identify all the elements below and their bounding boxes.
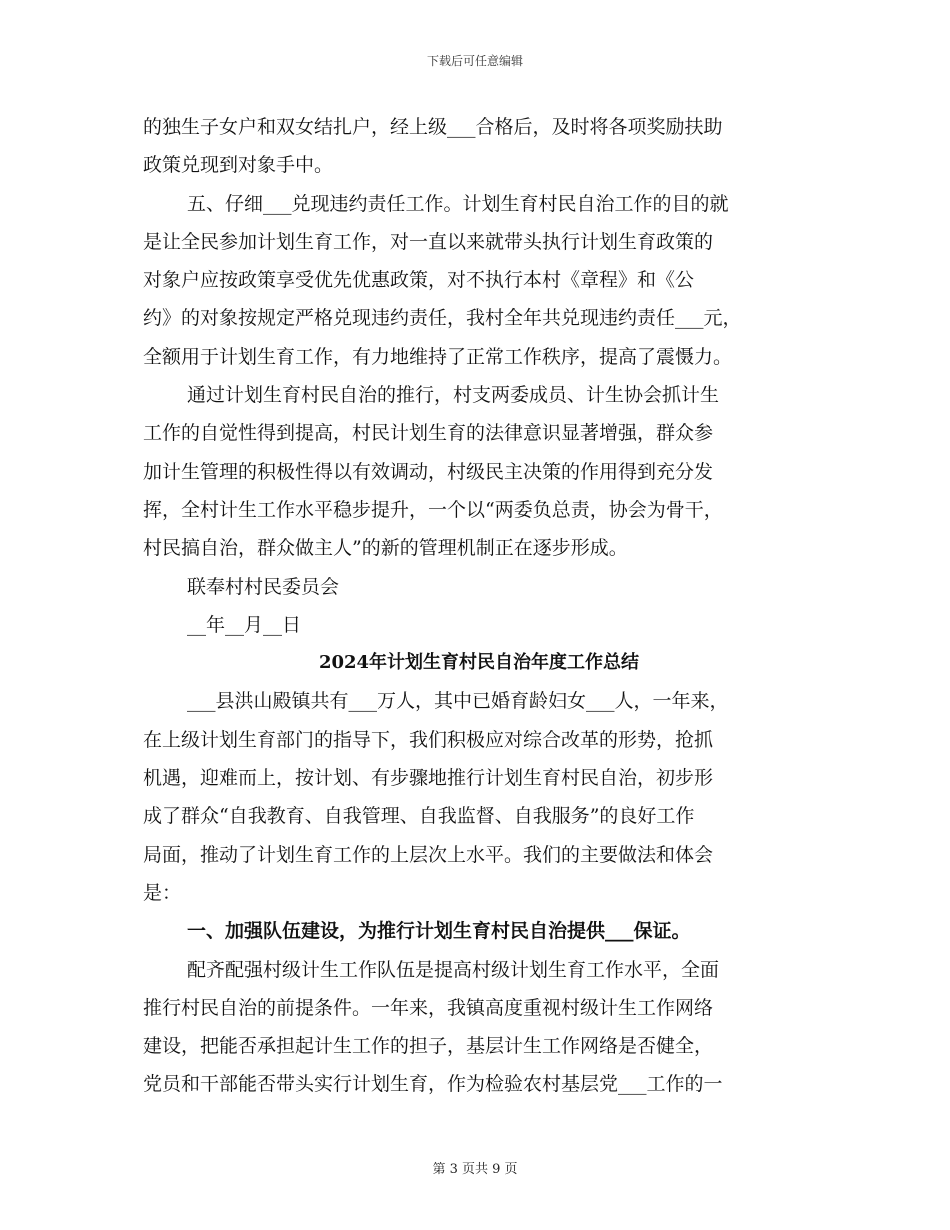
text-line: 局面，推动了计划生育工作的上层次上水平。我们的主要做法和体会 [143, 843, 714, 866]
document-body [143, 108, 815, 1104]
text-line: 配齐配强村级计生工作队伍是提高村级计划生育工作水平，全面 [187, 958, 720, 981]
text-line: 成了群众“自我教育、自我管理、自我监督、自我服务”的良好工作 [143, 805, 695, 828]
signature-line: 联奉村村民委员会 [187, 575, 340, 598]
text-line: 五、仔细___兑现违约责任工作。计划生育村民自治工作的目的就 [187, 192, 729, 215]
text-line: 是： [143, 881, 182, 904]
page-header: 下载后可任意编辑 [426, 54, 523, 68]
text-line: 村民搞自治，群众做主人”的新的管理机制正在逐步形成。 [143, 537, 628, 560]
text-line: 推行村民自治的前提条件。一年来，我镇高度重视村级计生工作网络 [143, 996, 714, 1019]
text-line: 政策兑现到对象手中。 [143, 154, 334, 177]
text-line: ___县洪山殿镇共有___万人，其中已婚育龄妇女___人，一年来， [187, 690, 729, 713]
text-line: 加计生管理的积极性得以有效调动，村级民主决策的作用得到充分发 [143, 460, 714, 483]
text-line: 挥，全村计生工作水平稳步提升，一个以“两委负总责，协会为骨干， [143, 498, 723, 521]
text-line: 通过计划生育村民自治的推行，村支两委成员、计生协会抓计生 [187, 384, 720, 407]
text-line: 党员和干部能否带头实行计划生育，作为检验农村基层党___工作的一 [143, 1073, 723, 1096]
text-line: 全额用于计划生育工作，有力地维持了正常工作秩序，提高了震慑力。 [143, 345, 733, 368]
text-line: 是让全民参加计划生育工作，对一直以来就带头执行计划生育政策的 [143, 230, 714, 253]
section-title: 2024年计划生育村民自治年度工作总结 [318, 652, 640, 674]
text-line: 约》的对象按规定严格兑现违约责任，我村全年共兑现违约责任___元， [143, 307, 742, 330]
text-line: 机遇，迎难而上，按计划、有步骤地推行计划生育村民自治，初步形 [143, 767, 714, 790]
date-line: __年__月__日 [187, 613, 302, 636]
text-line: 对象户应按政策享受优先优惠政策，对不执行本村《章程》和《公 [143, 269, 695, 292]
text-line: 在上级计划生育部门的指导下，我们积极应对综合改革的形势，抢抓 [143, 728, 714, 751]
page-number: 第 3 页共 9 页 [432, 1162, 518, 1177]
bold-heading: 一、加强队伍建设，为推行计划生育村民自治提供___保证。 [187, 920, 691, 943]
text-line: 的独生子女户和双女结扎户，经上级___合格后，及时将各项奖励扶助 [143, 116, 723, 138]
text-line: 工作的自觉性得到提高，村民计划生育的法律意识显著增强，群众参 [143, 422, 714, 445]
text-line: 建设，把能否承担起计生工作的担子，基层计生工作网络是否健全， [143, 1035, 714, 1058]
